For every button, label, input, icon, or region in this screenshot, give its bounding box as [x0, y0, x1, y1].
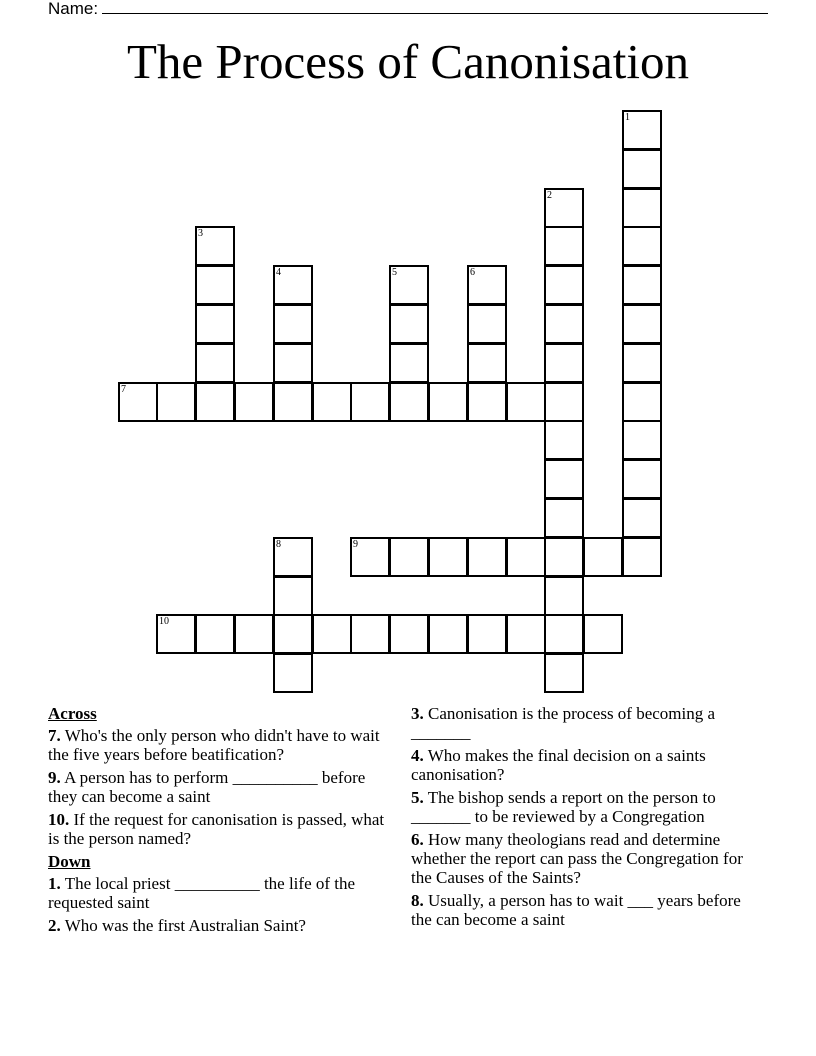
grid-cell[interactable]: [622, 537, 662, 577]
clue-number: 3.: [411, 704, 424, 723]
grid-cell[interactable]: [312, 382, 352, 422]
clue-across-7: [48, 726, 393, 764]
grid-cell[interactable]: [622, 459, 662, 499]
grid-cell[interactable]: [506, 614, 546, 654]
clue-number-label: 4: [276, 267, 281, 278]
grid-cell[interactable]: [622, 110, 662, 150]
grid-cell[interactable]: [389, 265, 429, 305]
clue-down-5: [411, 788, 761, 826]
grid-cell[interactable]: [428, 382, 468, 422]
grid-cell[interactable]: [506, 537, 546, 577]
clue-down-3: [411, 704, 761, 742]
clue-down-1: [48, 874, 393, 912]
grid-cell[interactable]: [195, 265, 235, 305]
grid-cell[interactable]: [544, 576, 584, 616]
grid-cell[interactable]: [622, 343, 662, 383]
grid-cell[interactable]: [622, 226, 662, 266]
clues-right-column: [411, 704, 761, 933]
clue-number-label: 2: [547, 190, 552, 201]
grid-cell[interactable]: [467, 304, 507, 344]
grid-cell[interactable]: [506, 382, 546, 422]
grid-cell[interactable]: [273, 304, 313, 344]
grid-cell[interactable]: [350, 537, 390, 577]
grid-cell[interactable]: [389, 343, 429, 383]
grid-cell[interactable]: [544, 653, 584, 693]
grid-cell[interactable]: [467, 382, 507, 422]
across-heading: Across: [48, 704, 97, 723]
clue-number-label: 7: [121, 384, 126, 395]
grid-cell[interactable]: [118, 382, 158, 422]
clue-text: A person has to perform __________ before they can become a saint: [48, 768, 366, 806]
grid-cell[interactable]: [428, 537, 468, 577]
clue-number: 4.: [411, 746, 424, 765]
clue-text: Who was the first Australian Saint?: [64, 916, 306, 935]
grid-cell[interactable]: [622, 498, 662, 538]
clue-text: The local priest __________ the life of the requested saint: [48, 874, 356, 912]
clue-number-label: 3: [198, 228, 203, 239]
grid-cell[interactable]: [544, 614, 584, 654]
grid-cell[interactable]: [467, 265, 507, 305]
grid-cell[interactable]: [544, 382, 584, 422]
grid-cell[interactable]: [622, 265, 662, 305]
grid-cell[interactable]: [195, 304, 235, 344]
grid-cell[interactable]: [622, 304, 662, 344]
grid-cell[interactable]: [350, 614, 390, 654]
clue-number-label: 5: [392, 267, 397, 278]
grid-cell[interactable]: [195, 343, 235, 383]
grid-cell[interactable]: [583, 537, 623, 577]
grid-cell[interactable]: [234, 614, 274, 654]
grid-cell[interactable]: [389, 614, 429, 654]
grid-cell[interactable]: [312, 614, 352, 654]
clue-text: The bishop sends a report on the person to _______ to be reviewed by a Congregation: [411, 788, 716, 826]
grid-cell[interactable]: [273, 576, 313, 616]
grid-cell[interactable]: [622, 382, 662, 422]
clue-number: 1.: [48, 874, 61, 893]
clue-number-label: 6: [470, 267, 475, 278]
grid-cell[interactable]: [467, 343, 507, 383]
grid-cell[interactable]: [544, 459, 584, 499]
down-heading: Down: [48, 852, 91, 871]
grid-cell[interactable]: [622, 149, 662, 189]
clue-text: Who makes the final decision on a saints canonisation?: [411, 746, 706, 784]
clue-text: Canonisation is the process of becoming a _______: [411, 704, 716, 742]
clue-down-2: [48, 916, 393, 935]
clue-text: Who's the only person who didn't have to wait the five years before beatification?: [48, 726, 380, 764]
grid-cell[interactable]: [156, 614, 196, 654]
clue-number: 7.: [48, 726, 61, 745]
clue-text: Usually, a person has to wait ___ years before the can become a saint: [411, 891, 741, 929]
clue-number-label: 10: [159, 616, 169, 627]
clue-down-4: [411, 746, 761, 784]
grid-cell[interactable]: [273, 537, 313, 577]
grid-cell[interactable]: [273, 265, 313, 305]
grid-cell[interactable]: [428, 614, 468, 654]
grid-cell[interactable]: [389, 382, 429, 422]
grid-cell[interactable]: [273, 614, 313, 654]
clue-number-label: 8: [276, 539, 281, 550]
clue-number: 2.: [48, 916, 61, 935]
clue-text: If the request for canonisation is passed, what is the person named?: [48, 810, 385, 848]
clue-number: 9.: [48, 768, 61, 787]
clue-number-label: 1: [625, 112, 630, 123]
grid-cell[interactable]: [467, 537, 507, 577]
grid-cell[interactable]: [156, 382, 196, 422]
grid-cell[interactable]: [544, 226, 584, 266]
grid-cell[interactable]: [195, 614, 235, 654]
grid-cell[interactable]: [544, 537, 584, 577]
grid-cell[interactable]: [622, 188, 662, 228]
clue-number: 10.: [48, 810, 70, 829]
grid-cell[interactable]: [389, 304, 429, 344]
grid-cell[interactable]: [195, 382, 235, 422]
grid-cell[interactable]: [234, 382, 274, 422]
grid-cell[interactable]: [467, 614, 507, 654]
grid-cell[interactable]: [273, 343, 313, 383]
clue-down-6: [411, 830, 761, 887]
grid-cell[interactable]: [273, 653, 313, 693]
clue-text: How many theologians read and determine whether the report can pass the Congregation for the Causes of the Saints?: [411, 830, 743, 887]
clue-number: 8.: [411, 891, 424, 910]
clues-left-column: [48, 704, 393, 939]
grid-cell[interactable]: [544, 343, 584, 383]
grid-cell[interactable]: [544, 265, 584, 305]
grid-cell[interactable]: [583, 614, 623, 654]
grid-cell[interactable]: [350, 382, 390, 422]
grid-cell[interactable]: [544, 498, 584, 538]
grid-cell[interactable]: [544, 304, 584, 344]
clue-number-label: 9: [353, 539, 358, 550]
puzzle-title: The Process of Canonisation: [126, 34, 690, 89]
grid-cell[interactable]: [389, 537, 429, 577]
clue-number: 5.: [411, 788, 424, 807]
clue-number: 6.: [411, 830, 424, 849]
grid-cell[interactable]: [544, 420, 584, 460]
grid-cell[interactable]: [195, 226, 235, 266]
grid-cell[interactable]: [273, 382, 313, 422]
name-label: Name:: [48, 0, 99, 18]
clue-down-8: [411, 891, 761, 929]
clue-across-10: [48, 810, 393, 848]
grid-cell[interactable]: [544, 188, 584, 228]
grid-cell[interactable]: [622, 420, 662, 460]
clue-across-9: [48, 768, 393, 806]
